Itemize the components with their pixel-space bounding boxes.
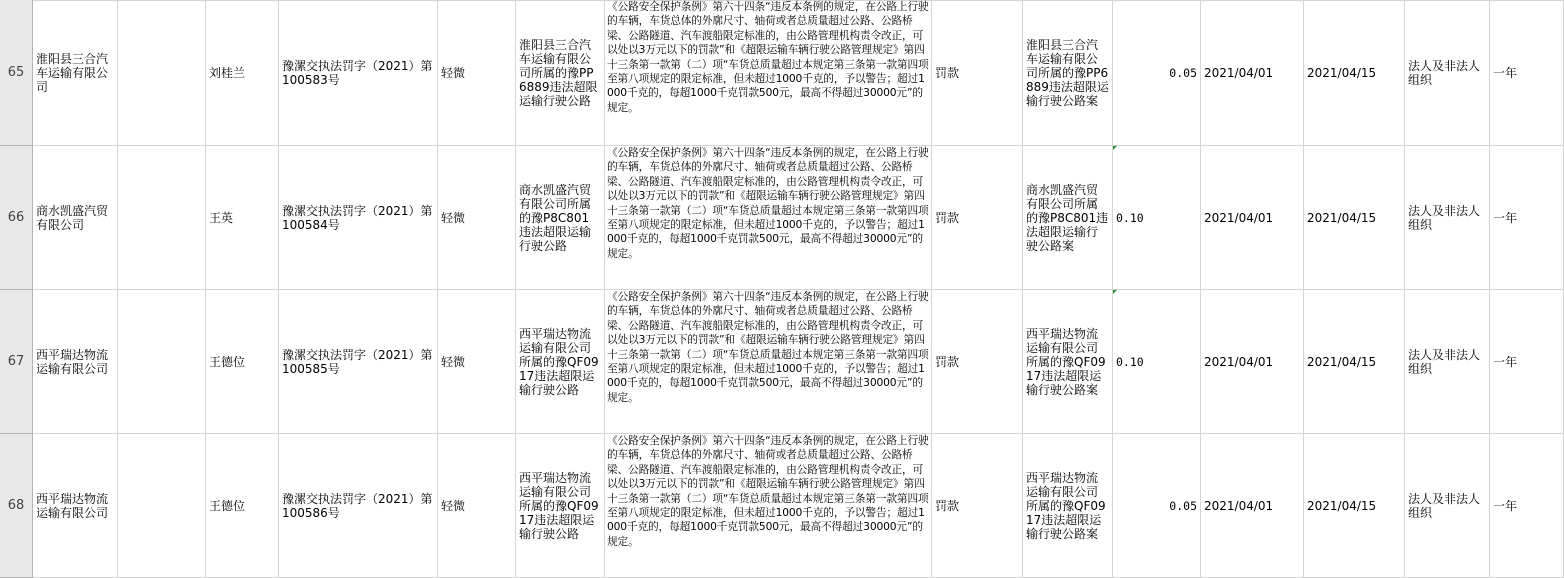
cell-text: 0.10 <box>1116 354 1144 369</box>
cell-text: 法人及非法人组织 <box>1408 347 1481 376</box>
cell-text: 2021/04/01 <box>1204 354 1274 369</box>
cell-category[interactable] <box>1405 290 1490 434</box>
cell-text: 淮阳县三合汽车运输有限公司所属的豫PP6889违法超限运输行驶公路案 <box>1026 37 1109 108</box>
cell-text: 刘桂兰 <box>209 65 246 80</box>
cell-text: 2021/04/01 <box>1204 210 1274 225</box>
cell-decision-date[interactable] <box>1201 434 1304 578</box>
cell-person[interactable] <box>206 290 279 434</box>
cell-text: 王英 <box>209 210 234 225</box>
cell-text: 一年 <box>1493 498 1518 513</box>
cell-text: 商水凯盛汽贸有限公司所属的豫P8C801违法超限运输行驶公路 <box>519 182 592 253</box>
cell-text: 商水凯盛汽贸有限公司 <box>36 203 109 232</box>
cell-penalty-content[interactable] <box>1023 434 1113 578</box>
cell-term[interactable] <box>1490 146 1564 290</box>
cell-text: 《公路安全保护条例》第六十四条“违反本条例的规定，在公路上行驶的车辆，车货总体的外廓尺寸、轴荷或者总质量超过公路、公路桥梁、公路隧道、汽车渡船限定标准的，由公路管理机构责令改正，可以处以3万元以下的罚款”和《超限运输车辆行驶公路管理规定》第四十三条第一款第（二）项“车货总质量超过本规定第三条第一款第四项至第八项规定的限定标准，但未超过1000千克的，予以警告；超过1000千克的，每超1000千克罚款500元，最高不得超过30000元”的规定。 <box>607 146 929 260</box>
cell-publish-date[interactable] <box>1304 434 1405 578</box>
cell-basis[interactable] <box>605 146 932 290</box>
cell-category[interactable] <box>1405 146 1490 290</box>
cell-text: 西平瑞达物流运输有限公司所属的豫QF0917违法超限运输行驶公路 <box>519 470 599 541</box>
cell-decision-date[interactable] <box>1201 146 1304 290</box>
cell-text: 豫漯交执法罚字（2021）第100584号 <box>282 203 433 232</box>
cell-text: 王德位 <box>209 498 246 513</box>
cell-penalty-type[interactable] <box>932 434 1023 578</box>
cell-entity[interactable] <box>33 146 118 290</box>
cell-text: 《公路安全保护条例》第六十四条“违反本条例的规定，在公路上行驶的车辆，车货总体的外廓尺寸、轴荷或者总质量超过公路、公路桥梁、公路隧道、汽车渡船限定标准的，由公路管理机构责令改正，可以处以3万元以下的罚款”和《超限运输车辆行驶公路管理规定》第四十三条第一款第（二）项“车货总质量超过本规定第三条第一款第四项至第八项规定的限定标准，但未超过1000千克的，予以警告；超过1000千克的，每超1000千克罚款500元，最高不得超过30000元”的规定。 <box>607 434 929 548</box>
cell-text: 轻微 <box>441 498 466 513</box>
cell-penalty-content[interactable] <box>1023 290 1113 434</box>
cell-amount[interactable] <box>1113 146 1201 290</box>
cell-doc-no[interactable] <box>279 434 438 578</box>
cell-blank[interactable] <box>118 434 206 578</box>
cell-basis[interactable] <box>605 434 932 578</box>
cell-text: 一年 <box>1493 65 1518 80</box>
cell-person[interactable] <box>206 146 279 290</box>
cell-text: 西平瑞达物流运输有限公司 <box>36 491 109 520</box>
cell-amount[interactable] <box>1113 434 1201 578</box>
cell-text: 豫漯交执法罚字（2021）第100583号 <box>282 58 433 87</box>
cell-case[interactable] <box>516 290 605 434</box>
cell-text: 淮阳县三合汽车运输有限公司 <box>36 51 109 94</box>
cell-doc-no[interactable] <box>279 290 438 434</box>
cell-doc-no[interactable] <box>279 146 438 290</box>
cell-text: 2021/04/01 <box>1204 498 1274 513</box>
cell-text: 西平瑞达物流运输有限公司所属的豫QF0917违法超限运输行驶公路案 <box>1026 470 1106 541</box>
cell-severity[interactable] <box>438 290 516 434</box>
cell-text: 法人及非法人组织 <box>1408 203 1481 232</box>
cell-text: 一年 <box>1493 210 1518 225</box>
cell-case[interactable] <box>516 0 605 146</box>
cell-blank[interactable] <box>118 0 206 146</box>
cell-text: 轻微 <box>441 210 466 225</box>
cell-basis[interactable] <box>605 290 932 434</box>
cell-text: 罚款 <box>935 498 960 513</box>
cell-text: 一年 <box>1493 354 1518 369</box>
cell-penalty-content[interactable] <box>1023 146 1113 290</box>
cell-text: 2021/04/15 <box>1307 210 1377 225</box>
cell-blank[interactable] <box>118 290 206 434</box>
cell-penalty-type[interactable] <box>932 290 1023 434</box>
cell-text: 0.10 <box>1116 210 1144 225</box>
cell-text: 西平瑞达物流运输有限公司所属的豫QF0917违法超限运输行驶公路 <box>519 326 599 397</box>
cell-text: 2021/04/15 <box>1307 65 1377 80</box>
cell-amount[interactable] <box>1113 290 1201 434</box>
cell-text: 0.05 <box>1169 65 1197 80</box>
cell-category[interactable] <box>1405 434 1490 578</box>
cell-decision-date[interactable] <box>1201 0 1304 146</box>
cell-text: 《公路安全保护条例》第六十四条“违反本条例的规定，在公路上行驶的车辆，车货总体的外廓尺寸、轴荷或者总质量超过公路、公路桥梁、公路隧道、汽车渡船限定标准的，由公路管理机构责令改正，可以处以3万元以下的罚款”和《超限运输车辆行驶公路管理规定》第四十三条第一款第（二）项“车货总质量超过本规定第三条第一款第四项至第八项规定的限定标准，但未超过1000千克的，予以警告；超过1000千克的，每超1000千克罚款500元，最高不得超过30000元”的规定。 <box>607 290 929 404</box>
cell-doc-no[interactable] <box>279 0 438 146</box>
cell-person[interactable] <box>206 434 279 578</box>
cell-text: 法人及非法人组织 <box>1408 58 1481 87</box>
row-header[interactable]: 68 <box>0 434 33 578</box>
cell-basis[interactable] <box>605 0 932 146</box>
cell-penalty-type[interactable] <box>932 146 1023 290</box>
cell-text: 2021/04/15 <box>1307 354 1377 369</box>
cell-text: 0.05 <box>1169 498 1197 513</box>
cell-blank[interactable] <box>118 146 206 290</box>
row-header[interactable]: 67 <box>0 290 33 434</box>
cell-severity[interactable] <box>438 434 516 578</box>
cell-text: 商水凯盛汽贸有限公司所属的豫P8C801违法超限运输行驶公路案 <box>1026 182 1109 253</box>
cell-category[interactable] <box>1405 0 1490 146</box>
cell-text: 豫漯交执法罚字（2021）第100585号 <box>282 347 433 376</box>
cell-severity[interactable] <box>438 0 516 146</box>
comment-marker-icon <box>1113 146 1117 150</box>
cell-text: 西平瑞达物流运输有限公司所属的豫QF0917违法超限运输行驶公路案 <box>1026 326 1106 397</box>
cell-person[interactable] <box>206 0 279 146</box>
cell-decision-date[interactable] <box>1201 290 1304 434</box>
cell-entity[interactable] <box>33 0 118 146</box>
cell-penalty-content[interactable] <box>1023 0 1113 146</box>
cell-text: 淮阳县三合汽车运输有限公司所属的豫PP6889违法超限运输行驶公路 <box>519 37 598 108</box>
cell-publish-date[interactable] <box>1304 146 1405 290</box>
cell-text: 2021/04/01 <box>1204 65 1274 80</box>
cell-case[interactable] <box>516 434 605 578</box>
cell-text: 2021/04/15 <box>1307 498 1377 513</box>
cell-text: 轻微 <box>441 65 466 80</box>
cell-severity[interactable] <box>438 146 516 290</box>
cell-case[interactable] <box>516 146 605 290</box>
cell-publish-date[interactable] <box>1304 290 1405 434</box>
cell-text: 法人及非法人组织 <box>1408 491 1481 520</box>
cell-text: 罚款 <box>935 354 960 369</box>
cell-penalty-type[interactable] <box>932 0 1023 146</box>
cell-entity[interactable] <box>33 290 118 434</box>
row-header[interactable]: 65 <box>0 0 33 146</box>
cell-entity[interactable] <box>33 434 118 578</box>
cell-text: 豫漯交执法罚字（2021）第100586号 <box>282 491 433 520</box>
comment-marker-icon <box>1113 290 1117 294</box>
cell-text: 王德位 <box>209 354 246 369</box>
cell-term[interactable] <box>1490 434 1564 578</box>
cell-text: 轻微 <box>441 354 466 369</box>
cell-text: 罚款 <box>935 65 960 80</box>
cell-text: 《公路安全保护条例》第六十四条“违反本条例的规定，在公路上行驶的车辆，车货总体的外廓尺寸、轴荷或者总质量超过公路、公路桥梁、公路隧道、汽车渡船限定标准的，由公路管理机构责令改正，可以处以3万元以下的罚款”和《超限运输车辆行驶公路管理规定》第四十三条第一款第（二）项“车货总质量超过本规定第三条第一款第四项至第八项规定的限定标准，但未超过1000千克的，予以警告；超过1000千克的，每超1000千克罚款500元，最高不得超过30000元”的规定。 <box>607 0 929 114</box>
cell-text: 罚款 <box>935 210 960 225</box>
cell-text: 西平瑞达物流运输有限公司 <box>36 347 109 376</box>
cell-term[interactable] <box>1490 290 1564 434</box>
row-header[interactable]: 66 <box>0 146 33 290</box>
cell-term[interactable] <box>1490 0 1564 146</box>
cell-publish-date[interactable] <box>1304 0 1405 146</box>
cell-amount[interactable] <box>1113 0 1201 146</box>
